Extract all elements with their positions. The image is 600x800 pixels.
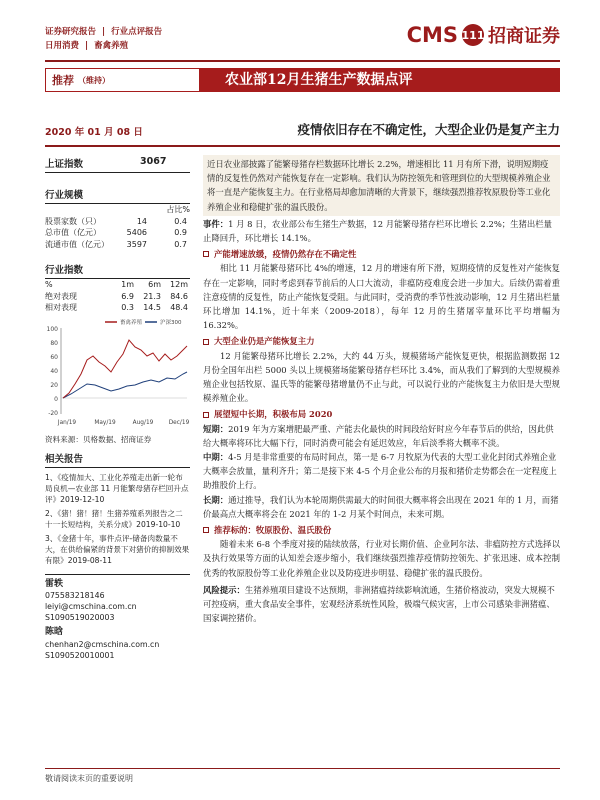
scale-table <box>45 216 190 251</box>
analyst-name: 雷轶 <box>45 578 64 589</box>
row-label: 流通市值（亿元） <box>45 239 109 249</box>
row-value: 14 <box>136 216 147 226</box>
outlook-label: 中期： <box>203 452 229 463</box>
row-value: 5406 <box>126 228 147 237</box>
y-tick: 100 <box>46 325 58 333</box>
section-heading <box>203 523 560 537</box>
col-head: 6m <box>148 280 161 289</box>
analyst-phone: 075583218146 <box>45 590 105 600</box>
title-rule <box>45 145 560 147</box>
row-value: 3597 <box>126 239 147 249</box>
col-head: 12m <box>170 280 188 289</box>
outlook-text: 2019 年为方案增肥最严重、产能去化最快的时间段给好时应今年春节后的供给，因此供给大概率将环比大幅下行，同时消费可能会有延迟效应，年后淡季将大概率不淡。 <box>203 423 554 448</box>
section-heading <box>203 407 560 421</box>
row-label: 总市值（亿元） <box>45 228 101 237</box>
title-banner <box>45 68 560 92</box>
table-row <box>45 227 190 239</box>
outlook-para <box>203 422 560 450</box>
outlook-label: 长期： <box>203 494 229 505</box>
report-subtype: 行业点评报告 <box>111 27 163 37</box>
outlook-label: 短期： <box>203 423 229 434</box>
index-value: 3067 <box>140 156 167 167</box>
cell: 14.5 <box>143 303 161 312</box>
outlook-text: 通过推导，我们认为本轮周期供需最大的时间很大概率将会出现在 2021 年的 1 月，而猪价最高点大概率将会在 2021 年的 1-2 月某个时间点，未来可期。 <box>203 494 559 519</box>
risk-label: 风险提示： <box>203 584 245 595</box>
scale-unit-row <box>45 204 190 216</box>
outlook-para <box>203 450 560 493</box>
scale-title: 行业规模 <box>45 187 190 204</box>
col-head: % <box>45 280 53 289</box>
event-para <box>203 217 560 245</box>
logo-cn-text: 招商证券 <box>488 26 560 47</box>
analyst-name: 陈晗 <box>45 627 64 638</box>
perf-table <box>45 279 190 314</box>
report-subtitle: 疫情依旧存在不确定性，大型企业仍是复产主力 <box>297 122 560 137</box>
cell: 48.4 <box>170 303 188 312</box>
related-title: 相关报告 <box>45 451 190 468</box>
table-row <box>45 302 190 314</box>
table-row <box>45 239 190 251</box>
index-row <box>45 156 190 173</box>
report-date: 2020 年 01 月 08 日 <box>45 127 143 138</box>
section-para: 12 月能繁母猪环比增长 2.2%，大约 44 万头，规模猪场产能恢复更快，根据监测数据 12 月份全国年出栏 5000 头以上规模猪场能繁母猪存栏环比 3.4%，而从我们了解到的大型规模养殖企业包括牧原、温氏等的能繁母猪增量仍不止与此，可以说行业的产能恢复主力依旧是大型规模养殖企业。 <box>203 350 560 404</box>
logo-cms-text: CMS <box>406 23 458 47</box>
footer-note: 敬请阅读末页的重要说明 <box>45 774 133 783</box>
bullet-icon <box>203 251 209 257</box>
section-title: 展望短中长期，积极布局 2020 <box>214 409 333 420</box>
logo-badge-icon: 111 <box>462 24 484 46</box>
index-label: 上证指数 <box>45 159 84 170</box>
risk-para <box>203 583 560 626</box>
y-tick: -20 <box>48 409 58 417</box>
related-report[interactable]: 1、《疫情加大、工业化养殖走出新一轮布局良机—农业部 11 月能繁母猪存栏回升点评》2019-12-10 <box>45 472 189 504</box>
bullet-icon <box>203 527 209 533</box>
row-label: 绝对表现 <box>45 291 77 301</box>
x-tick: Aug/19 <box>132 419 154 426</box>
outlook-text: 4-5 月是非常重要的布局时间点，第一是 6-7 月牧原为代表的大型工业化封闭式养殖企业大概率会放量，量利齐升；第二是接下来 4-5 个月企业公布的月报和猪价走势都会在一定程度上助推股价上行。 <box>203 452 557 491</box>
row-label: 相对表现 <box>45 303 77 312</box>
section-para: 相比 11 月能繁母猪环比 4%的增速，12 月的增速有所下滑，短期疫情的反复性对产能恢复存在一定影响，同时考虑到春节前后的人口大流动，非瘟防疫难度会进一步加大。后续仍需着重注意疫情的反复性，防止产能恢复受阻。与此同时，受消费的季节性波动影响，12 月生猪出栏量环比增加 14.1%，近十年来（2009-2018），每年 12 月的生猪屠宰量环比平均增幅为 16.32%。 <box>203 263 560 331</box>
analyst-cert: S1090520010001 <box>45 650 115 660</box>
table-header <box>45 279 190 291</box>
main-body <box>203 155 560 626</box>
section-heading <box>203 247 560 261</box>
rating-box <box>45 68 200 92</box>
col-head: 1m <box>121 280 134 289</box>
report-title: 农业部12月生猪生产数据点评 <box>225 72 413 88</box>
subsector: 畜禽养殖 <box>94 41 129 51</box>
cell: 21.3 <box>143 291 161 301</box>
report-type: 证券研究报告 <box>45 27 97 37</box>
cell: 84.6 <box>170 291 188 301</box>
perf-title: 行业指数 <box>45 262 190 279</box>
outlook-para <box>203 493 560 521</box>
risk-text: 生猪养殖项目建设不达预期，非洲猪瘟持续影响流通，生猪价格波动，突发大规模不可控疫病，重大食品安全事件，宏观经济系统性风险，极端气候灾害，上市公司感染非洲猪瘟、国家调控猪价。 <box>203 584 555 624</box>
x-tick: May/19 <box>94 419 116 426</box>
rating: 推荐 <box>52 74 74 87</box>
section-para: 随着未来 6-8 个季度对接的陆续放落，行业对长期价值、企业阿尔法、非瘟防控方式选择以及执行效果等方面的认知差会逐步缩小，我们继续强烈推荐疫情防控领先、扩张迅速、成本控制优秀的牧原股份等工业化养殖企业以及防疫进步明显、稳健扩张的温氏股份。 <box>203 539 560 578</box>
related-report[interactable]: 3、《金猪十年，事件点评-储备肉数量不大，在供给偏紧的背景下对猪价的抑制效果有限》2019-08-11 <box>45 533 190 565</box>
legend-b: 沪深300 <box>160 319 182 326</box>
analyst-email[interactable]: chenhan2@cmschina.com.cn <box>45 639 160 649</box>
scale-unit: 占比% <box>166 205 190 214</box>
legend-a: 畜禽养殖 <box>120 319 143 326</box>
analyst-divider <box>45 574 190 575</box>
summary-box: 近日农业部披露了能繁母猪存栏数据环比增长 2.2%，增速相比 11 月有所下滑，说明短期疫情的反复性仍然对产能恢复存在一定影响。我们认为防控领先和管理到位的大型规模养殖企业将一直是产能恢复主力。在行业格局却愈加清晰的大背景下，继续强烈推荐牧原股份等工业化养殖企业和稳健扩张的温氏股份。 <box>203 155 560 216</box>
y-tick: 40 <box>50 367 58 375</box>
event-label: 事件： <box>203 218 229 229</box>
x-tick: Dec/19 <box>168 419 190 426</box>
analyst-contact <box>45 579 190 661</box>
series-hs300 <box>63 372 187 398</box>
chart-source: 资料来源：贝格数据、招商证券 <box>45 434 152 444</box>
event-text: 1 月 8 日，农业部公布生猪生产数据，12 月能繁母猪存栏环比增长 2.2%；生猪出栏量止降回升，环比增长 14.1%。 <box>203 218 553 244</box>
cell: 0.3 <box>121 303 134 312</box>
analyst-email[interactable]: leiyi@cmschina.com.cn <box>45 601 137 611</box>
section-heading <box>203 334 560 348</box>
rating-note: （维持） <box>78 75 110 85</box>
series-livestock <box>63 340 187 398</box>
row-label: 股票家数（只） <box>45 216 101 226</box>
sector: 日用消费 <box>45 41 80 51</box>
cell: 6.9 <box>121 291 134 301</box>
report-category: 证券研究报告 | 行业点评报告 日用消费 | 畜禽养殖 <box>45 27 163 51</box>
row-pct: 0.4 <box>174 216 187 226</box>
table-row <box>45 216 190 228</box>
table-row <box>45 291 190 303</box>
footer-rule <box>45 768 560 769</box>
row-pct: 0.9 <box>174 228 187 237</box>
section-title: 大型企业仍是产能恢复主力 <box>214 336 315 347</box>
bullet-icon <box>203 339 209 345</box>
y-tick: 20 <box>50 381 58 389</box>
index-chart <box>45 316 190 434</box>
y-tick: 60 <box>50 353 58 361</box>
x-tick: Jan/19 <box>57 419 77 426</box>
analyst-cert: S1090519020003 <box>45 613 115 623</box>
company-logo <box>407 22 560 48</box>
row-pct: 0.7 <box>174 239 187 249</box>
y-tick: 0 <box>54 395 58 403</box>
header-rule <box>45 60 560 62</box>
related-report[interactable]: 2、《猪！猪！猪！生猪养殖系列报告之二十一长短结构，关系分成》2019-10-10 <box>45 508 183 529</box>
bullet-icon <box>203 412 209 418</box>
related-list <box>45 472 190 566</box>
section-title: 推荐标的：牧原股份、温氏股份 <box>214 525 332 536</box>
sidebar <box>45 156 190 661</box>
y-tick: 80 <box>50 339 58 347</box>
section-title: 产能增速放缓，疫情仍然存在不确定性 <box>214 249 357 260</box>
